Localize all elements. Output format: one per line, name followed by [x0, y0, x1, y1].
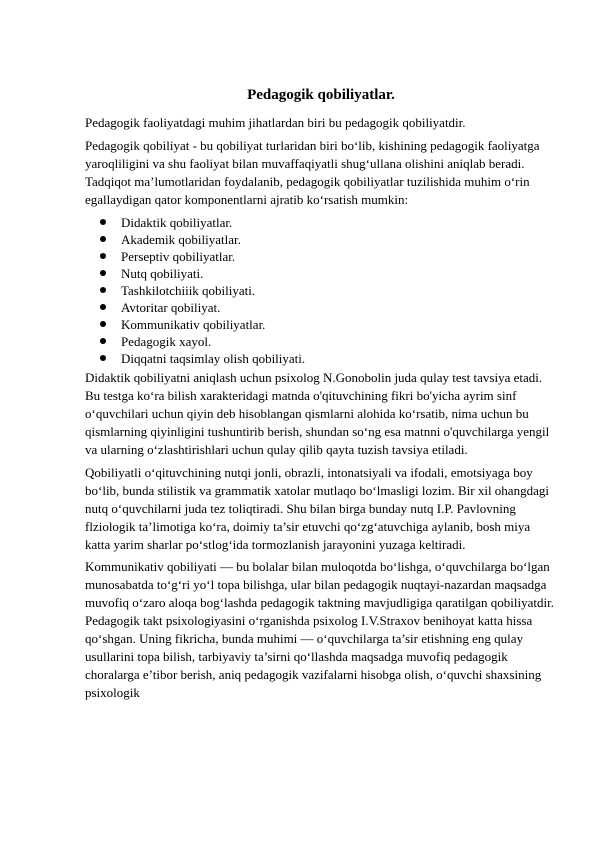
list-item — [85, 265, 557, 282]
list-item-text: Pedagogik xayol. — [121, 334, 212, 350]
speech-paragraph: Qobiliyatli o‘qituvchining nutqi jonli, obrazli, intonatsiyali va ifodali, emotsiyaga boy bo‘lib, bunda stilistik va grammatik xatolar mutlaqo bo‘lmasligi lozim. Bir xil ohangdagi nutq o‘quvchilarni juda tez toliqtiradi. Shu bilan birga bunday nutq I.P. Pavlovning flziologik ta’limotiga ko‘ra, doimiy ta’sir etuvchi qo‘zg‘atuvchiga aylanib, bosh miya katta yarim sharlar po‘stlog‘ida tormozlanish jarayonini yuzaga keltiradi. — [85, 464, 549, 552]
list-item-text: Akademik qobiliyatlar. — [121, 231, 241, 247]
list-item-text: Didaktik qobiliyatlar. — [121, 214, 233, 230]
bullet-icon — [100, 338, 106, 344]
list-item-text: Perseptiv qobiliyatlar. — [121, 248, 236, 264]
list-item — [85, 333, 557, 350]
list-item — [85, 316, 557, 333]
definition-paragraph: Pedagogik qobiliyat - bu qobiliyat turlaridan biri bo‘lib, kishining pedagogik faoliyatga yaroqliligini va shu faoliyat bilan muvaffaqiyatli shug‘ullana olishini aniqlab beradi. Tadqiqot ma’lumotlaridan foydalanib, pedagogik qobiliyatlar tuzilishida muhim o‘rin egallaydigan qator komponentlarni ajratib ko‘rsatish mumkin: — [85, 137, 540, 207]
list-item-text: Nutq qobiliyati. — [121, 265, 204, 281]
list-item-text: Kommunikativ qobiliyatlar. — [121, 317, 266, 333]
list-item — [85, 214, 557, 231]
list-item — [85, 231, 557, 248]
communicative-paragraph: Kommunikativ qobiliyati — bu bolalar bilan muloqotda bo‘lishga, o‘quvchilarga bo‘lgan munosabatda to‘g‘ri yo‘l topa bilishga, ular bilan pedagogik nuqtayi-nazardan maqsadga muvofiq o‘zaro aloqa bog‘lashda pedagogik taktning mavjudligiga qaratilgan qobiliyatdir. Pedagogik takt psixologiyasini o‘rganishda psixolog I.V.Straxov benihoyat katta hissa qo‘shgan. Uning fikricha, bunda muhimi — o‘quvchilarga ta’sir etishning eng qulay usullarini topa bilish, tarbiyaviy ta’sirni qo‘llashda maqsadga muvofiq pedagogik choralarga e’tibor berish, aniq pedagogik vazifalarni hisobga olish, o‘quvchi shaxsining psixologik — [85, 559, 554, 700]
bullet-icon — [100, 219, 106, 225]
document-title: Pedagogik qobiliyatlar. — [247, 87, 395, 103]
bullet-icon — [100, 355, 106, 361]
list-item — [85, 282, 557, 299]
intro-paragraph: Pedagogik faoliyatdagi muhim jihatlardan biri bu pedagogik qobiliyatdir. — [85, 115, 466, 130]
bullet-icon — [100, 304, 106, 310]
bullet-icon — [100, 270, 106, 276]
list-item-text: Diqqatni taqsimlay olish qobiliyati. — [121, 351, 306, 367]
abilities-list — [85, 214, 557, 368]
bullet-icon — [100, 253, 106, 259]
list-item-text: Tashkilotchiiik qobiliyati. — [121, 282, 256, 298]
bullet-icon — [100, 236, 106, 242]
bullet-icon — [100, 287, 106, 293]
list-item-text: Avtoritar qobiliyat. — [121, 300, 221, 315]
bullet-icon — [100, 321, 106, 327]
list-item — [85, 248, 557, 265]
document-page — [85, 86, 557, 707]
didactic-paragraph: Didaktik qobiliyatni aniqlash uchun psixolog N.Gonobolin juda qulay test tavsiya etadi. Bu testga ko‘ra bilish xarakteridagi matnda o'qituvchining fikri bo'yicha ayrim sinf o‘quvchilari uchun qiyin deb hisoblangan qismlarni alohida ko‘rsatib, nima uchun bu qismlarning qiyinligini tushuntirib berish, shundan so‘ng esa matnni o'quvchilarga yengil va ularning o‘zlashtirishlari uchun qulay qilib qayta tuzish tavsiya etiladi. — [85, 370, 550, 457]
list-item — [85, 350, 557, 367]
list-item — [85, 299, 557, 316]
